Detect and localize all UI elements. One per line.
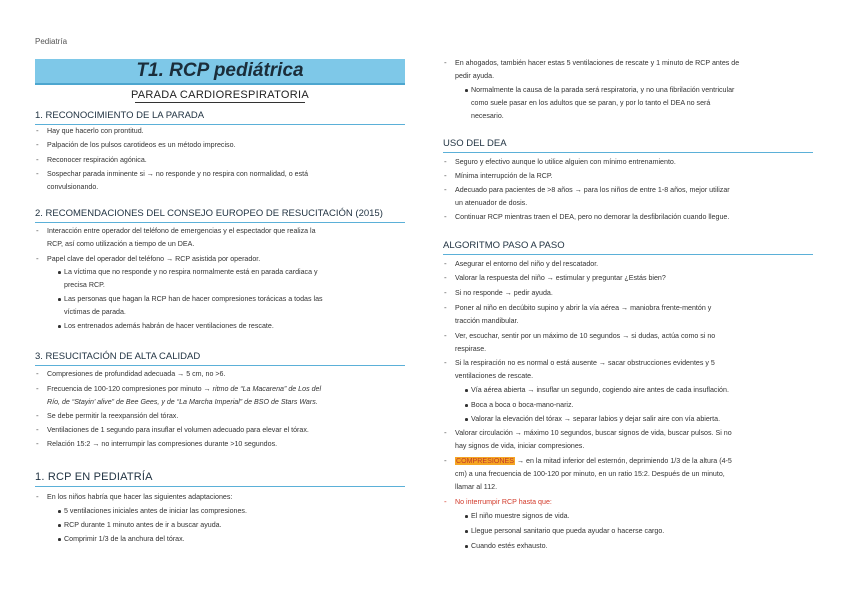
list-item: Sospechar parada inminente si → no responde y no respira con normalidad, o está — [47, 170, 309, 178]
sub-item-cont: como suele pasar en los adultos que se paran, y por lo tanto el DEA no será — [471, 99, 711, 107]
heading-recomendaciones: 2. RECOMENDACIONES DEL CONSEJO EUROPEO DE RESUCITACIÓN (2015) — [35, 208, 405, 223]
list-item: Continuar RCP mientras traen el DEA, pero no demorar la desfibrilación cuando llegue. — [455, 213, 730, 221]
list-item-cont: un atenuador de dosis. — [455, 199, 528, 207]
list-item-cont: convulsionando. — [47, 183, 99, 191]
list-item: Valorar circulación → máximo 10 segundos, buscar signos de vida, buscar pulsos. Si no — [455, 429, 732, 437]
sub-item-cont: precisa RCP. — [64, 281, 105, 289]
heading-reconocimiento: 1. RECONOCIMIENTO DE LA PARADA — [35, 110, 405, 125]
list-item-cont: tracción mandibular. — [455, 317, 519, 325]
sub-item: Los entrenados además habrán de hacer ventilaciones de rescate. — [64, 322, 274, 330]
list-item-cont: hay signos de vida, iniciar compresiones. — [455, 442, 585, 450]
list-item-cont: RCP, así como utilización a tiempo de un DEA. — [47, 240, 195, 248]
sub-item: Boca a boca o boca-mano-nariz. — [471, 401, 574, 409]
list-item: Si la respiración no es normal o está ausente → sacar obstrucciones evidentes y 5 — [455, 359, 715, 367]
list-item: Adecuado para pacientes de >8 años → para los niños de entre 1-8 años, mejor utilizar — [455, 186, 730, 194]
list-item: En los niños habría que hacer las siguientes adaptaciones: — [47, 493, 233, 501]
sub-item: RCP durante 1 minuto antes de ir a buscar ayuda. — [64, 521, 222, 529]
sub-item: Cuando estés exhausto. — [471, 542, 548, 550]
section-subtitle: PARADA CARDIORESPIRATORIA — [35, 89, 405, 103]
list-item: Reconocer respiración agónica. — [47, 156, 147, 164]
list-item: En ahogados, también hacer estas 5 ventilaciones de rescate y 1 minuto de RCP antes de — [455, 59, 740, 67]
sub-item: Llegue personal sanitario que pueda ayudar o hacerse cargo. — [471, 527, 665, 535]
page-header: Pediatría — [35, 37, 68, 46]
list-item-cont: cm) a una frecuencia de 100-120 por minuto, en un ratio 15:2. Después de un minuto, — [455, 470, 725, 478]
list-item: Interacción entre operador del teléfono de emergencias y el espectador que realiza la — [47, 227, 316, 235]
list-item: Compresiones de profundidad adecuada → 5 cm, no >6. — [47, 370, 226, 378]
sub-item: 5 ventilaciones iniciales antes de iniciar las compresiones. — [64, 507, 247, 515]
list-item: Relación 15:2 → no interrumpir las compresiones durante >10 segundos. — [47, 440, 278, 448]
list-item: Si no responde → pedir ayuda. — [455, 289, 553, 297]
compresiones-highlight: COMPRESIONES — [456, 457, 514, 465]
list-item-red: No interrumpir RCP hasta que: — [455, 498, 552, 506]
list-item: Valorar la respuesta del niño → estimular y preguntar ¿Estás bien? — [455, 274, 666, 282]
list-item: Hay que hacerlo con prontitud. — [47, 127, 144, 135]
list-item: Ver, escuchar, sentir por un máximo de 10 segundos → si dudas, actúa como si no — [455, 332, 716, 340]
heading-uso-dea: USO DEL DEA — [443, 138, 813, 153]
list-item: Poner al niño en decúbito supino y abrir la vía aérea → maniobra frente-mentón y — [455, 304, 712, 312]
list-item: Frecuencia de 100-120 compresiones por minuto → ritmo de “La Macarena” de Los del — [47, 385, 322, 393]
sub-item: El niño muestre signos de vida. — [471, 512, 570, 520]
sub-item-cont: víctimas de parada. — [64, 308, 126, 316]
list-item: Ventilaciones de 1 segundo para insuflar el volumen adecuado para elevar el tórax. — [47, 426, 309, 434]
list-item-cont: pedir ayuda. — [455, 72, 495, 80]
list-item: Se debe permitir la reexpansión del tórax. — [47, 412, 179, 420]
list-item: Seguro y efectivo aunque lo utilice alguien con mínimo entrenamiento. — [455, 158, 676, 166]
sub-item: Comprimir 1/3 de la anchura del tórax. — [64, 535, 185, 543]
list-item-cont: respirase. — [455, 345, 487, 353]
sub-item-cont: necesario. — [471, 112, 504, 120]
list-item-cont: Río, de “Stayin’ alive” de Bee Gees, y de “La Marcha Imperial” de BSO de Stars Wars. — [47, 398, 318, 406]
list-item-cont: llamar al 112. — [455, 483, 498, 491]
heading-resucitacion: 3. RESUCITACIÓN DE ALTA CALIDAD — [35, 351, 405, 366]
list-item: Asegurar el entorno del niño y del rescatador. — [455, 260, 599, 268]
heading-rcp-pediatria: 1. RCP EN PEDIATRÍA — [35, 471, 405, 487]
list-item-compresiones: COMPRESIONES → en la mitad inferior del esternón, deprimiendo 1/3 de la altura (4-5 — [456, 457, 732, 465]
sub-item: Las personas que hagan la RCP han de hacer compresiones torácicas a todas las — [64, 295, 323, 303]
sub-item: La víctima que no responde y no respira normalmente está en parada cardiaca y — [64, 268, 318, 276]
list-item: Papel clave del operador del teléfono → RCP asistida por operador. — [47, 255, 261, 263]
heading-algoritmo: ALGORITMO PASO A PASO — [443, 240, 813, 255]
list-item: Palpación de los pulsos carotideos es un método impreciso. — [47, 141, 236, 149]
list-item-cont: ventilaciones de rescate. — [455, 372, 534, 380]
page-title: T1. RCP pediátrica — [35, 59, 405, 85]
sub-item: Normalmente la causa de la parada será respiratoria, y no una fibrilación ventricular — [471, 86, 735, 94]
list-item: Mínima interrupción de la RCP. — [455, 172, 553, 180]
sub-item: Valorar la elevación del tórax → separar labios y dejar salir aire con vía abierta. — [471, 415, 721, 423]
sub-item: Vía aérea abierta → insuflar un segundo, cogiendo aire antes de cada insuflación. — [471, 386, 729, 394]
